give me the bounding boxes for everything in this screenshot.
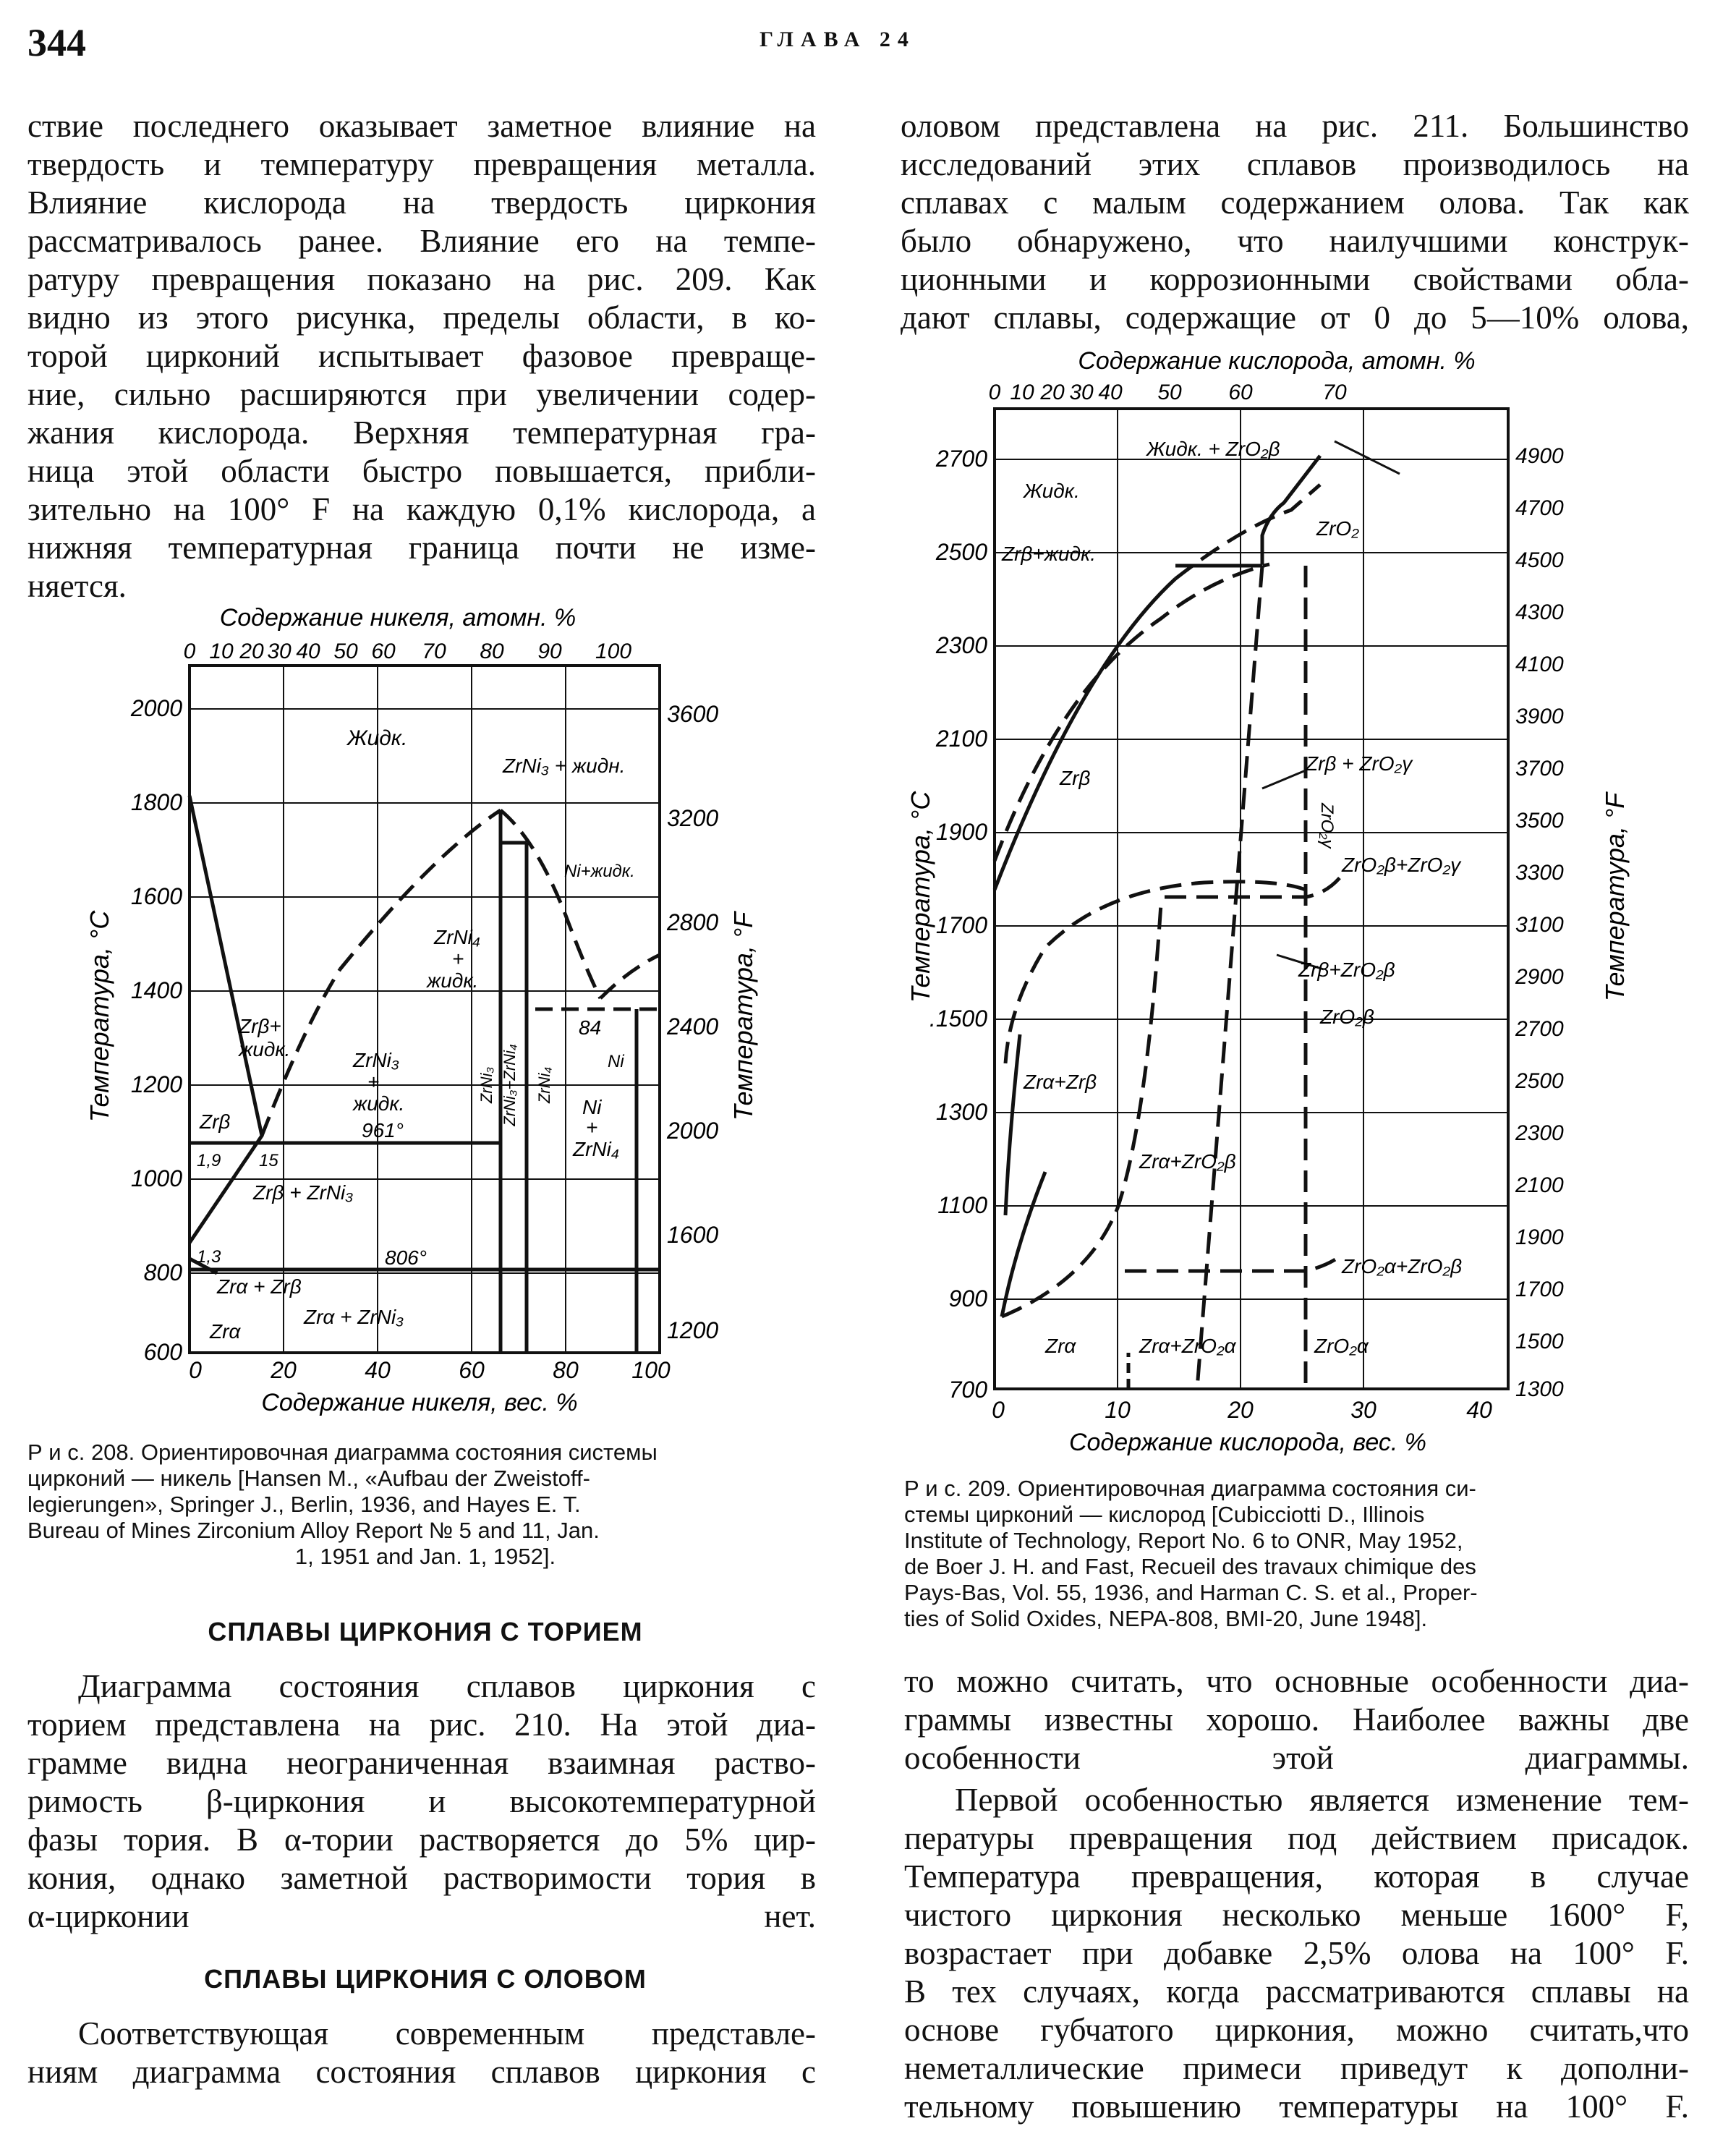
caption-line: 1, 1951 and Jan. 1, 1952]. bbox=[294, 1544, 556, 1569]
diagram-label: 1800 bbox=[130, 789, 182, 815]
diagram-label: 0 bbox=[988, 381, 1001, 404]
text-line: торием представлена на рис. 210. На этой диа- bbox=[27, 1706, 816, 1743]
diagram-label: Zrα+ZrO₂β bbox=[1139, 1150, 1236, 1173]
fig209-left-ticks bbox=[929, 446, 987, 1403]
diagram-label: Zrα+ZrO₂α bbox=[1139, 1335, 1236, 1357]
diagram-label: 30 bbox=[1350, 1397, 1377, 1423]
diagram-label: 10 bbox=[209, 639, 234, 663]
text-line: видно из этого рисунка, пределы области, в ко- bbox=[27, 299, 816, 336]
diagram-label: 1,9 bbox=[197, 1151, 221, 1170]
caption-line: Р и с. 208. Ориентировочная диаграмма состояния системы bbox=[27, 1440, 658, 1465]
diagram-label: 10 bbox=[1010, 381, 1034, 404]
diagram-label: + bbox=[452, 948, 464, 970]
diagram-label: 60 bbox=[371, 639, 396, 663]
diagram-label: жидк. bbox=[353, 1092, 405, 1115]
diagram-label: ZrNi₃ bbox=[477, 1066, 495, 1104]
running-head: ГЛАВА 24 bbox=[760, 27, 916, 51]
caption-line: ties of Solid Oxides, NEPA-808, BMI-20, June 1948]. bbox=[904, 1606, 1428, 1631]
text-line: торой цирконий испытывает фазовое превраще- bbox=[27, 338, 816, 374]
text-line: оловом представлена на рис. 211. Большинство bbox=[901, 108, 1689, 144]
diagram-label: 0 bbox=[183, 639, 196, 663]
diagram-label: Zrα + Zrβ bbox=[217, 1275, 302, 1298]
diagram-label: 70 bbox=[422, 639, 446, 663]
diagram-label: 700 bbox=[948, 1377, 987, 1403]
diagram-label: Zrβ+ bbox=[239, 1015, 281, 1037]
diagram-label: Жидк. bbox=[1024, 480, 1080, 502]
caption-line: стемы цирконий — кислород [Cubicciotti D., Illinois bbox=[904, 1502, 1425, 1527]
diagram-label: 30 bbox=[1069, 381, 1094, 404]
diagram-label: 0 bbox=[992, 1397, 1005, 1423]
text-line: рассматривалось ранее. Влияние его на темпе- bbox=[27, 223, 816, 259]
diagram-label: 2800 bbox=[667, 909, 719, 935]
text-line: нижняя температурная граница почти не изме- bbox=[27, 530, 816, 566]
diagram-label: Zrα bbox=[210, 1320, 241, 1343]
diagram-label: Жидк. + ZrO₂β bbox=[1146, 438, 1280, 460]
text-line: исследований этих сплавов производилось на bbox=[901, 146, 1689, 182]
diagram-label: 1,3 bbox=[197, 1247, 221, 1267]
text-line: фазы тория. В α-тории растворяется до 5% цир- bbox=[27, 1821, 816, 1858]
text-line: Влияние кислорода на твердость циркония bbox=[27, 184, 816, 221]
diagram-label: 2700 bbox=[935, 446, 987, 472]
caption-line: de Boer J. H. and Fast, Recueil des travaux chimique des bbox=[904, 1554, 1476, 1579]
diagram-label: 1100 bbox=[937, 1192, 987, 1218]
diagram-label: 2300 bbox=[1515, 1121, 1564, 1145]
diagram-label: Zrα + ZrNi₃ bbox=[304, 1306, 404, 1328]
diagram-label: ZrO₂β bbox=[1320, 1006, 1374, 1028]
diagram-label: 2900 bbox=[1515, 965, 1564, 989]
diagram-label: + bbox=[367, 1071, 380, 1093]
diagram-label: 40 bbox=[296, 639, 320, 663]
fig209-right-ticks bbox=[1515, 444, 1564, 1401]
diagram-label: 1700 bbox=[1515, 1278, 1564, 1301]
text-line: граммы известны хорошо. Наиболее важны две bbox=[904, 1701, 1689, 1738]
diagram-label: 40 bbox=[1098, 381, 1123, 404]
diagram-label: 60 bbox=[459, 1357, 485, 1383]
page-number: 344 bbox=[27, 21, 86, 64]
fig208-labels bbox=[197, 726, 635, 1343]
text-line: ствие последнего оказывает заметное влияние на bbox=[27, 108, 816, 144]
text-line: α-цирконии нет. bbox=[27, 1898, 816, 1934]
text-line: было обнаружено, что наилучшими конструк- bbox=[901, 223, 1689, 259]
fig208-left-axis-title: Температура, °С bbox=[85, 910, 114, 1123]
fig208-top-axis-title: Содержание никеля, атомн. % bbox=[219, 604, 576, 632]
diagram-label: 1300 bbox=[935, 1099, 987, 1125]
diagram-label: 90 bbox=[537, 639, 562, 663]
diagram-label: 600 bbox=[143, 1339, 182, 1365]
diagram-label: 961° bbox=[362, 1119, 404, 1142]
fig208-right-ticks bbox=[666, 701, 718, 1343]
diagram-label: 20 bbox=[1040, 381, 1065, 404]
heading-tin: СПЛАВЫ ЦИРКОНИЯ С ОЛОВОМ bbox=[204, 1964, 647, 1994]
diagram-label: Zrβ+ZrO₂β bbox=[1298, 958, 1395, 981]
heading-thorium: СПЛАВЫ ЦИРКОНИЯ С ТОРИЕМ bbox=[208, 1617, 643, 1646]
fig208-bottom-axis-title: Содержание никеля, вес. % bbox=[261, 1389, 578, 1416]
text-line: няется. bbox=[27, 568, 127, 604]
text-line: возрастает при добавке 2,5% олова на 100° F. bbox=[904, 1935, 1689, 1971]
right-paragraph-3 bbox=[904, 1781, 1689, 2126]
diagram-label: 2700 bbox=[1515, 1017, 1564, 1041]
fig208-caption bbox=[27, 1440, 823, 1570]
text-line: жания кислорода. Верхняя температурная гра- bbox=[27, 415, 816, 451]
diagram-label: ZrO₂α bbox=[1314, 1335, 1369, 1357]
diagram-label: 50 bbox=[1157, 381, 1182, 404]
diagram-label: Zrα+Zrβ bbox=[1024, 1071, 1097, 1093]
caption-line: Р и с. 209. Ориентировочная диаграмма состояния си- bbox=[904, 1476, 1476, 1501]
diagram-label: 4100 bbox=[1515, 652, 1564, 676]
diagram-label: 100 bbox=[595, 639, 632, 663]
diagram-label: 1900 bbox=[1515, 1225, 1564, 1249]
diagram-label: + bbox=[586, 1116, 598, 1139]
diagram-label: 2000 bbox=[130, 695, 182, 721]
diagram-label: жидк. bbox=[427, 969, 479, 992]
diagram-label: 3200 bbox=[667, 805, 719, 831]
text-line: неметаллические примеси приведут к дополни- bbox=[904, 2050, 1689, 2086]
text-line: то можно считать, что основные особенности диа- bbox=[904, 1663, 1689, 1699]
diagram-label: 2400 bbox=[667, 1013, 719, 1040]
diagram-label: 4700 bbox=[1515, 496, 1564, 520]
diagram-label: 15 bbox=[259, 1151, 278, 1170]
diagram-label: 1000 bbox=[130, 1165, 182, 1191]
diagram-label: 806° bbox=[385, 1246, 427, 1269]
fig209-bottom-ticks bbox=[992, 1397, 1492, 1423]
diagram-label: 800 bbox=[143, 1259, 182, 1285]
diagram-label: .1500 bbox=[929, 1006, 987, 1032]
diagram-label: Ni bbox=[582, 1096, 602, 1118]
diagram-label: Ni bbox=[608, 1052, 624, 1071]
diagram-label: 3500 bbox=[1515, 809, 1564, 833]
text-line: Первой особенностью является изменение тем- bbox=[955, 1782, 1689, 1818]
diagram-label: 60 bbox=[1228, 381, 1253, 404]
diagram-label: Zrβ + ZrNi₃ bbox=[253, 1181, 354, 1204]
diagram-label: ZrO₂γ bbox=[1317, 803, 1337, 849]
caption-line: цирконий — никель [Hansen M., «Aufbau der Zweistoff- bbox=[27, 1466, 590, 1491]
diagram-label: ZrNi₃+ZrNi₄ bbox=[501, 1044, 519, 1126]
diagram-label: 1600 bbox=[667, 1222, 719, 1248]
diagram-label: Zrα bbox=[1045, 1335, 1076, 1357]
text-line: В тех случаях, когда рассматриваются сплавы на bbox=[904, 1973, 1689, 2010]
fig208-right-axis-title: Температура, °F bbox=[728, 911, 758, 1121]
text-line: пературы превращения под действием присадок. bbox=[904, 1820, 1689, 1856]
diagram-label: 1600 bbox=[130, 883, 182, 909]
diagram-label: ZrO₂α+ZrO₂β bbox=[1342, 1255, 1463, 1278]
right-paragraph-1 bbox=[901, 107, 1689, 337]
text-line: основе губчатого циркония, можно считать,что bbox=[904, 2012, 1689, 2048]
diagram-label: Zrβ bbox=[1060, 767, 1091, 789]
text-line: кония, однако заметной растворимости тория в bbox=[27, 1860, 816, 1896]
diagram-label: 1500 bbox=[1515, 1330, 1564, 1353]
diagram-label: 3300 bbox=[1515, 861, 1564, 885]
diagram-label: 1300 bbox=[1515, 1377, 1564, 1401]
left-paragraph-thorium bbox=[27, 1667, 816, 1936]
diagram-label: 80 bbox=[553, 1357, 579, 1383]
diagram-label: 2100 bbox=[1515, 1173, 1564, 1197]
diagram-label: ZrNi₄ bbox=[535, 1066, 553, 1104]
diagram-label: 40 bbox=[1466, 1397, 1492, 1423]
diagram-label: 50 bbox=[333, 639, 358, 663]
diagram-label: 1200 bbox=[130, 1071, 182, 1097]
diagram-label: 1200 bbox=[667, 1317, 719, 1343]
text-line: Температура превращения, которая в случае bbox=[904, 1858, 1689, 1895]
diagram-label: 1400 bbox=[130, 977, 182, 1003]
diagram-label: 1900 bbox=[935, 819, 987, 845]
text-line: ниям диаграмма состояния сплавов циркония с bbox=[27, 2054, 816, 2090]
text-line: сплавах с малым содержанием олова. Так как bbox=[901, 184, 1689, 221]
diagram-label: 4300 bbox=[1515, 600, 1564, 624]
diagram-label: 40 bbox=[365, 1357, 391, 1383]
diagram-label: 0 bbox=[189, 1357, 202, 1383]
diagram-label: ZrNi₄ bbox=[434, 926, 481, 948]
text-line: особенности этой диаграммы. bbox=[904, 1740, 1689, 1776]
diagram-label: Zrβ + ZrO₂γ bbox=[1306, 752, 1413, 775]
diagram-label: 100 bbox=[631, 1357, 671, 1383]
text-line: ние, сильно расширяются при увеличении содер- bbox=[27, 376, 816, 412]
diagram-label: 3100 bbox=[1515, 913, 1564, 937]
text-line: тельному повышению температуры на 100° F. bbox=[904, 2088, 1689, 2125]
fig209-left-axis-title: Температура, °С bbox=[906, 791, 935, 1003]
diagram-label: 20 bbox=[271, 1357, 297, 1383]
diagram-label: 2100 bbox=[935, 726, 987, 752]
figure-209-zr-o-diagram bbox=[901, 340, 1703, 1476]
diagram-label: 2500 bbox=[1515, 1069, 1564, 1093]
diagram-label: Ni+жидк. bbox=[564, 862, 635, 881]
diagram-label: ZrNi₃ + жидн. bbox=[503, 754, 626, 777]
diagram-label: 30 bbox=[267, 639, 292, 663]
diagram-label: ZrO₂ bbox=[1316, 517, 1359, 540]
text-line: римость β-циркония и высокотемпературной bbox=[27, 1783, 816, 1819]
diagram-label: 84 bbox=[579, 1016, 602, 1039]
diagram-label: 3700 bbox=[1515, 757, 1564, 781]
diagram-label: 2300 bbox=[935, 632, 987, 658]
diagram-label: 3900 bbox=[1515, 705, 1564, 728]
caption-line: Pays-Bas, Vol. 55, 1936, and Harman C. S. et al., Proper- bbox=[904, 1580, 1478, 1605]
diagram-label: 80 bbox=[480, 639, 504, 663]
text-line: ница этой области быстро повышается, прибли- bbox=[27, 453, 816, 489]
diagram-label: ZrNi₄ bbox=[573, 1138, 620, 1160]
text-line: Соответствующая современным представле- bbox=[78, 2015, 816, 2052]
text-line: дают сплавы, содержащие от 0 до 5—10% олова, bbox=[901, 299, 1689, 336]
diagram-label: 2000 bbox=[667, 1118, 719, 1144]
text-line: грамме видна неограниченная взаимная раство- bbox=[27, 1745, 816, 1781]
diagram-label: 70 bbox=[1322, 381, 1347, 404]
fig209-top-ticks bbox=[989, 381, 1347, 404]
fig208-left-ticks bbox=[130, 695, 182, 1365]
fig209-caption bbox=[904, 1476, 1693, 1632]
left-paragraph-tin bbox=[27, 2015, 816, 2091]
fig208-bottom-ticks bbox=[189, 1357, 671, 1383]
text-line: ратуру превращения показано на рис. 209. Как bbox=[27, 261, 816, 297]
fig209-bottom-axis-title: Содержание кислорода, вес. % bbox=[1068, 1429, 1427, 1456]
diagram-label: 1700 bbox=[935, 912, 987, 938]
text-line: твердость и температуру превращения металла. bbox=[27, 146, 816, 182]
text-line: чистого циркония несколько меньше 1600° F, bbox=[904, 1897, 1689, 1933]
diagram-label: ZrNi₃ bbox=[353, 1049, 399, 1071]
caption-line: legierungen», Springer J., Berlin, 1936, and Hayes E. T. bbox=[27, 1492, 581, 1517]
diagram-label: 3600 bbox=[667, 701, 719, 727]
figure-208-zr-ni-diagram bbox=[58, 593, 810, 1425]
fig208-top-ticks bbox=[184, 639, 632, 663]
caption-line: Institute of Technology, Report No. 6 to ONR, May 1952, bbox=[904, 1528, 1463, 1553]
diagram-label: 20 bbox=[1227, 1397, 1254, 1423]
diagram-label: Zrβ+жидк. bbox=[1002, 543, 1097, 565]
diagram-label: ZrO₂β+ZrO₂γ bbox=[1342, 854, 1461, 876]
text-line: Диаграмма состояния сплавов циркония с bbox=[78, 1668, 816, 1704]
left-paragraph-1 bbox=[27, 107, 816, 605]
fig209-curves bbox=[995, 456, 1342, 1389]
diagram-label: Zrβ bbox=[200, 1110, 231, 1133]
diagram-label: Жидк. bbox=[347, 726, 408, 750]
diagram-label: 2500 bbox=[935, 539, 987, 565]
right-paragraph-2 bbox=[904, 1662, 1689, 1777]
diagram-label: 20 bbox=[239, 639, 264, 663]
diagram-label: 4500 bbox=[1515, 548, 1564, 572]
diagram-label: 900 bbox=[948, 1285, 987, 1312]
diagram-label: жидк. bbox=[239, 1038, 291, 1060]
diagram-label: 10 bbox=[1105, 1397, 1131, 1423]
text-line: зительно на 100° F на каждую 0,1% кислорода, а bbox=[27, 491, 816, 527]
text-line: ционными и коррозионными свойствами обла- bbox=[901, 261, 1689, 297]
fig209-right-axis-title: Температура, °F bbox=[1600, 792, 1630, 1002]
fig209-top-axis-title: Содержание кислорода, атомн. % bbox=[1078, 347, 1476, 375]
caption-line: Bureau of Mines Zirconium Alloy Report № 5 and 11, Jan. bbox=[27, 1518, 600, 1543]
diagram-label: 4900 bbox=[1515, 444, 1564, 468]
